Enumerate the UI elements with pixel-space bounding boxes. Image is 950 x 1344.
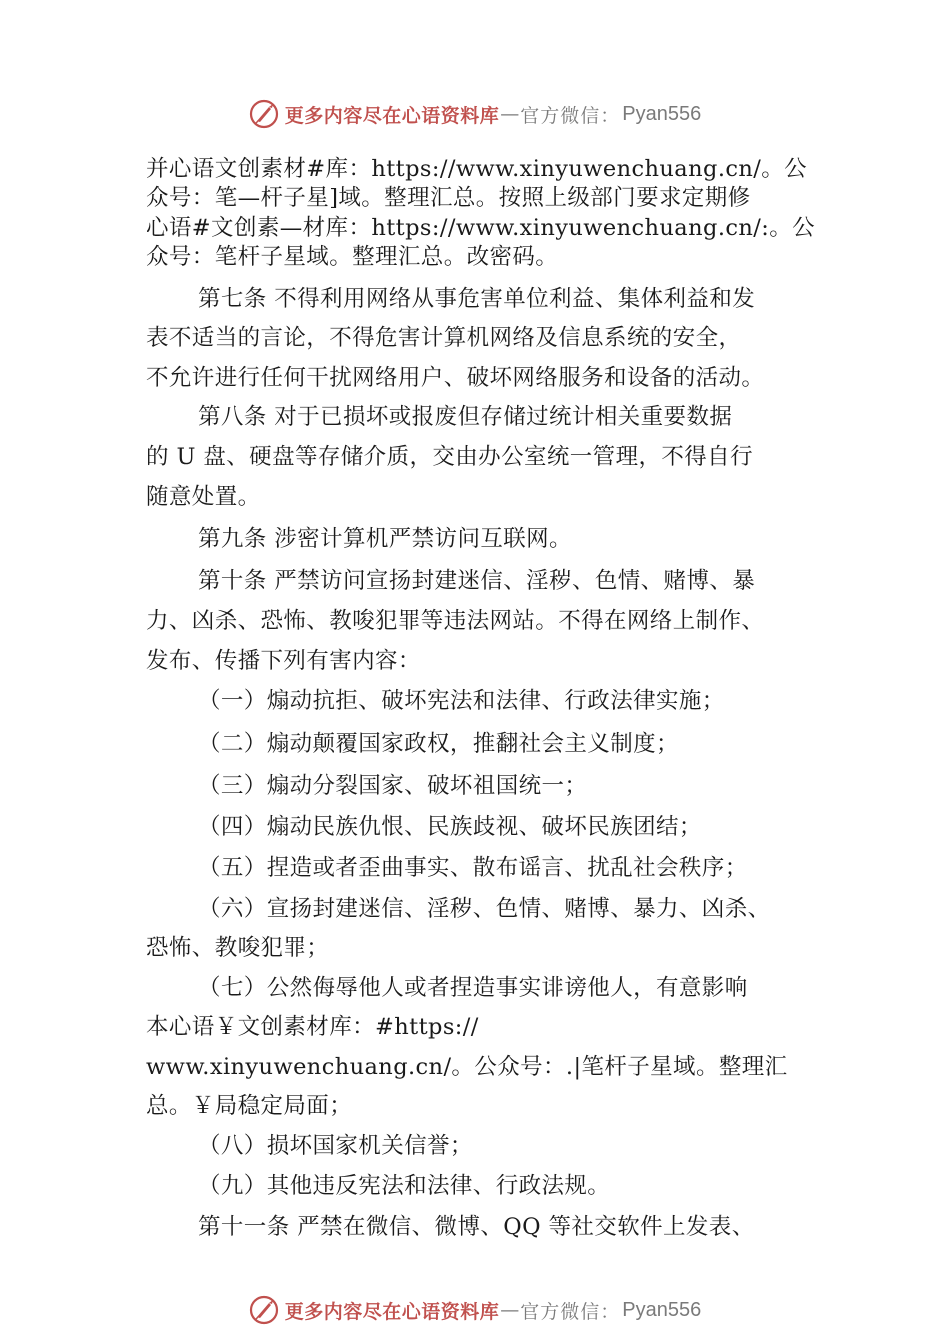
footer-main-text: 更多内容尽在心语资料库 — [284, 1300, 500, 1323]
article-7-line: 第七条 不得利用网络从事危害单位利益、集体利益和发 — [198, 286, 756, 312]
footer-wechat-id: Pyan556 — [622, 1298, 702, 1321]
body-line: 随意处置。 — [146, 484, 261, 510]
list-item-3: （三）煽动分裂国家、破坏祖国统一； — [198, 773, 588, 799]
body-line: 并心语文创素材#库：https://www.xinyuwenchuang.cn/。公 — [146, 156, 808, 182]
banner-dash: — — [500, 103, 520, 125]
body-line: 众号：笔—杆子星]域。整理汇总。按照上级部门要求定期修 — [146, 185, 751, 211]
body-line: www.xinyuwenchuang.cn/。公众号：.|笔杆子星域。整理汇 — [146, 1054, 788, 1080]
list-item-8: （八）损坏国家机关信誉； — [198, 1133, 473, 1159]
body-line: 心语#文创素—材库：https://www.xinyuwenchuang.cn/:。公 — [146, 215, 816, 241]
banner-sub-text: 官方微信： — [520, 104, 621, 127]
quill-pen-logo-icon — [249, 99, 279, 129]
banner-main-text: 更多内容尽在心语资料库 — [284, 104, 500, 127]
banner-wechat-id: Pyan556 — [622, 102, 702, 125]
body-line: 恐怖、教唆犯罪； — [146, 935, 330, 961]
body-line: 不允许进行任何干扰网络用户、破坏网络服务和设备的活动。 — [146, 365, 765, 391]
list-item-4: （四）煽动民族仇恨、民族歧视、破坏民族团结； — [198, 814, 702, 840]
list-item-1: （一）煽动抗拒、破坏宪法和法律、行政法律实施； — [198, 688, 725, 714]
body-line: 总。￥局稳定局面； — [146, 1093, 353, 1119]
body-line: 的 U 盘、硬盘等存储介质，交由办公室统一管理，不得自行 — [146, 444, 753, 470]
body-line: 众号：笔杆子星域。整理汇总。改密码。 — [146, 244, 559, 270]
list-item-6: （六）宣扬封建迷信、淫秽、色情、赌博、暴力、凶杀、 — [198, 896, 771, 922]
footer-sub-text: 官方微信： — [520, 1300, 621, 1323]
quill-pen-logo-icon — [249, 1295, 279, 1325]
body-line: 本心语￥文创素材库：#https:// — [146, 1014, 479, 1040]
body-line: 力、凶杀、恐怖、教唆犯罪等违法网站。不得在网络上制作、 — [146, 608, 765, 634]
article-8-line: 第八条 对于已损坏或报废但存储过统计相关重要数据 — [198, 404, 733, 430]
header-banner — [0, 94, 950, 134]
article-9-line: 第九条 涉密计算机严禁访问互联网。 — [198, 526, 572, 552]
body-line: 发布、传播下列有害内容： — [146, 648, 421, 674]
list-item-2: （二）煽动颠覆国家政权，推翻社会主义制度； — [198, 731, 679, 757]
body-line: 表不适当的言论，不得危害计算机网络及信息系统的安全， — [146, 325, 742, 351]
article-11-line: 第十一条 严禁在微信、微博、QQ 等社交软件上发表、 — [198, 1214, 755, 1240]
list-item-7: （七）公然侮辱他人或者捏造事实诽谤他人，有意影响 — [198, 975, 748, 1001]
footer-dash: — — [500, 1299, 520, 1321]
footer-banner — [0, 1290, 950, 1330]
article-10-line: 第十条 严禁访问宣扬封建迷信、淫秽、色情、赌博、暴 — [198, 568, 756, 594]
list-item-9: （九）其他违反宪法和法律、行政法规。 — [198, 1173, 611, 1199]
list-item-5: （五）捏造或者歪曲事实、散布谣言、扰乱社会秩序； — [198, 855, 748, 881]
